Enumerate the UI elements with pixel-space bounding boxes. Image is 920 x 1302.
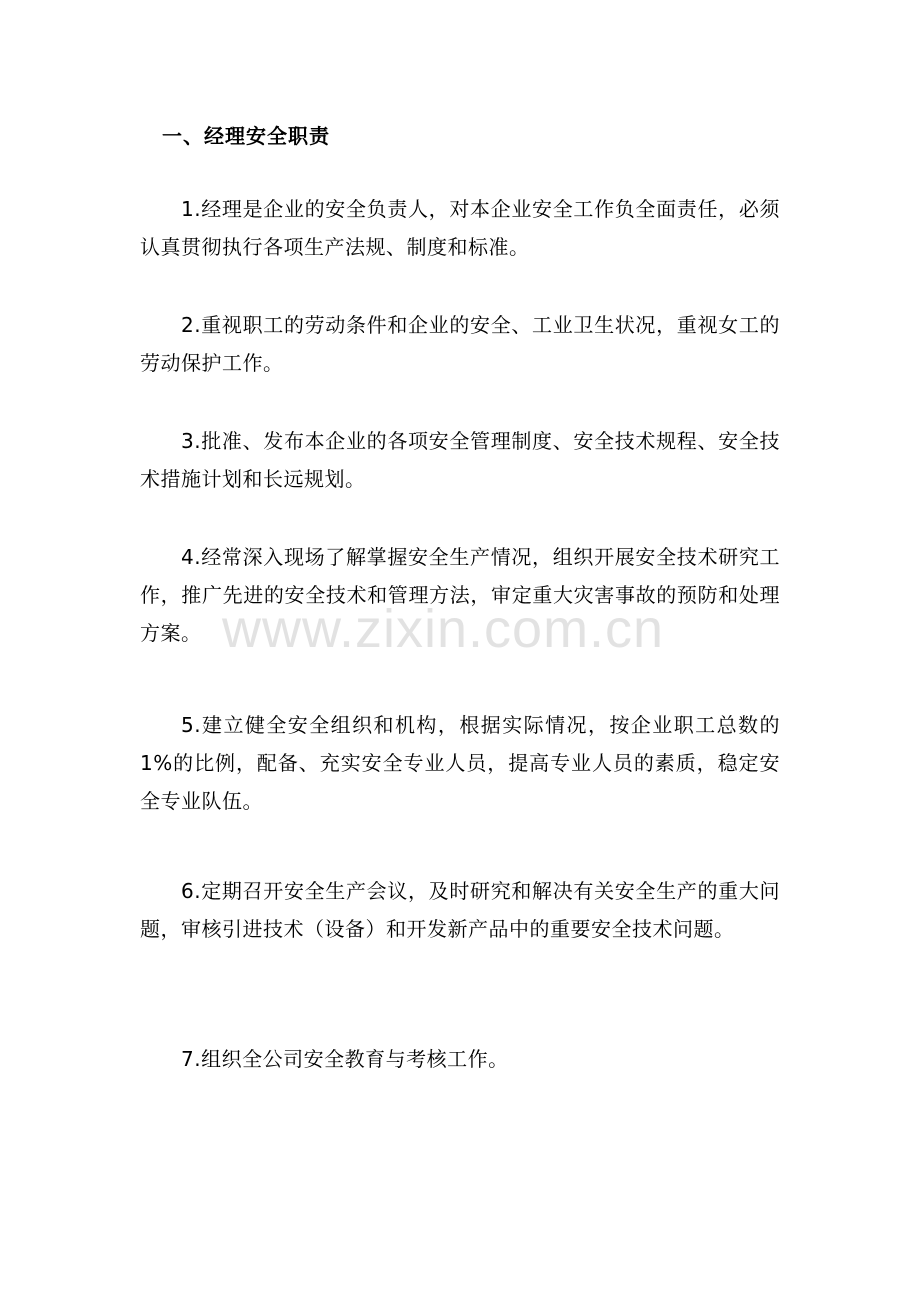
paragraph-3: 3.批准、发布本企业的各项安全管理制度、安全技术规程、安全技术措施计划和长远规划。 [140, 429, 780, 491]
watermark-text: www.zixin.com.cn [222, 599, 665, 659]
paragraph-2: 2.重视职工的劳动条件和企业的安全、工业卫生状况，重视女工的劳动保护工作。 [140, 313, 780, 375]
paragraph-1: 1.经理是企业的安全负责人，对本企业安全工作负全面责任，必须认真贯彻执行各项生产法规、制度和标准。 [140, 197, 780, 259]
paragraph-5: 5.建立健全安全组织和机构，根据实际情况，按企业职工总数的 1%的比例，配备、充实安全专业人员，提高专业人员的素质，稳定安全专业队伍。 [140, 713, 780, 813]
paragraph-4: 4.经常深入现场了解掌握安全生产情况，组织开展安全技术研究工作，推广先进的安全技术和管理方法，审定重大灾害事故的预防和处理方案。 [140, 545, 780, 645]
paragraph-6: 6.定期召开安全生产会议，及时研究和解决有关安全生产的重大问题，审核引进技术（设备）和开发新产品中的重要安全技术问题。 [140, 879, 780, 941]
paragraph-7: 7.组织全公司安全教育与考核工作。 [181, 1047, 509, 1071]
section-heading: 一、经理安全职责 [162, 124, 330, 148]
